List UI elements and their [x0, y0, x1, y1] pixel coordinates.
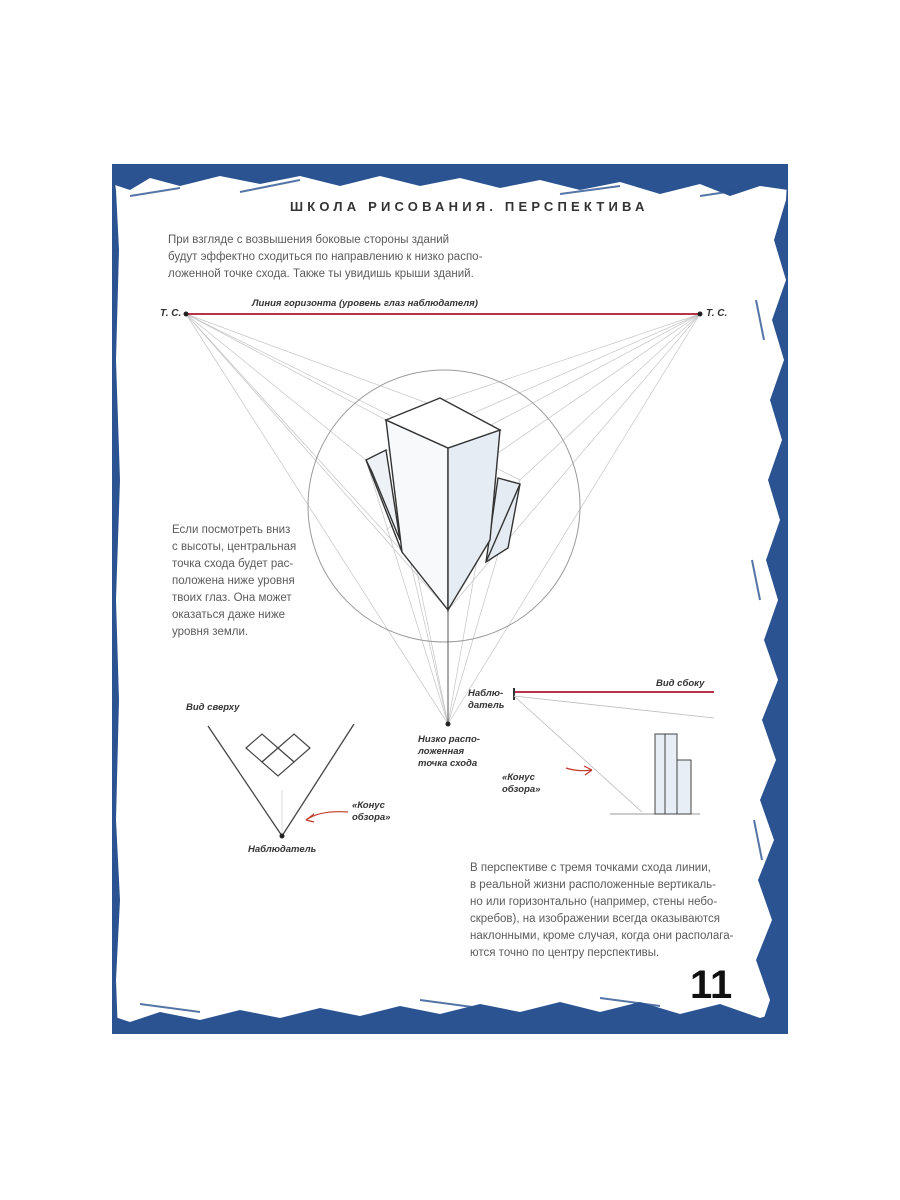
intro-line: ложенной точке схода. Также ты увидишь крыши зданий. [168, 268, 474, 280]
side-view-observer-label [468, 688, 504, 712]
closing-line: ются точно по центру перспективы. [470, 947, 660, 959]
closing-paragraph [470, 860, 733, 962]
side-note-line: с высоты, центральная [172, 541, 297, 553]
side-note-line: твоих глаз. Она может [172, 592, 292, 604]
intro-line: будут эффектно сходиться по направлению к низко распо- [168, 251, 483, 263]
closing-line: в реальной жизни расположенные вертикаль- [470, 879, 717, 891]
low-vp-label-line: ложенная [418, 746, 465, 757]
right-vp-label: Т. С. [706, 308, 728, 319]
side-view-cone-label-line: «Конус [502, 772, 535, 783]
low-vp-label [418, 734, 480, 770]
side-note-line: уровня земли. [172, 626, 249, 638]
side-note-line: положена ниже уровня [172, 575, 295, 587]
side-note-line: Если посмотреть вниз [172, 524, 291, 536]
top-view-diagram [208, 724, 354, 839]
low-vp-label-line: Низко распо- [418, 734, 480, 745]
side-view-diagram [514, 688, 714, 814]
skyscraper-drawing [366, 398, 520, 610]
low-vanishing-point [446, 722, 451, 727]
top-view-title: Вид сверху [186, 702, 240, 713]
low-vp-label-line: точка схода [418, 758, 478, 769]
right-vanishing-point [698, 312, 703, 317]
side-view-title: Вид сбоку [656, 678, 705, 689]
closing-line: скребов), на изображении всегда оказываются [470, 913, 720, 925]
side-view-cone-label [502, 772, 540, 796]
side-view-observer-label-line: датель [468, 700, 505, 711]
intro-line: При взгляде с возвышения боковые стороны зданий [168, 234, 450, 246]
closing-line: но или горизонтально (например, стены небо- [470, 896, 718, 908]
side-note-paragraph [172, 522, 296, 641]
side-view-observer-label-line: Наблю- [468, 688, 504, 699]
top-view-cone-label [352, 800, 390, 824]
page-header: ШКОЛА РИСОВАНИЯ. ПЕРСПЕКТИВА [290, 199, 649, 214]
left-vanishing-point [184, 312, 189, 317]
side-note-line: оказаться даже ниже [172, 609, 286, 621]
left-vp-label: Т. С. [160, 308, 182, 319]
side-view-cone-label-line: обзора» [502, 784, 541, 795]
top-view-cone-label-line: «Конус [352, 800, 385, 811]
horizon-line-label: Линия горизонта (уровень глаз наблюдателя) [252, 298, 478, 309]
page-number: 11 [690, 963, 733, 1007]
side-note-line: точка схода будет рас- [172, 558, 294, 570]
observer-point [280, 834, 285, 839]
top-view-cone-label-line: обзора» [352, 812, 391, 823]
top-view-observer-label: Наблюдатель [248, 844, 317, 855]
closing-line: наклонными, кроме случая, когда они располага- [470, 930, 734, 942]
closing-line: В перспективе с тремя точками схода линии, [470, 862, 711, 874]
